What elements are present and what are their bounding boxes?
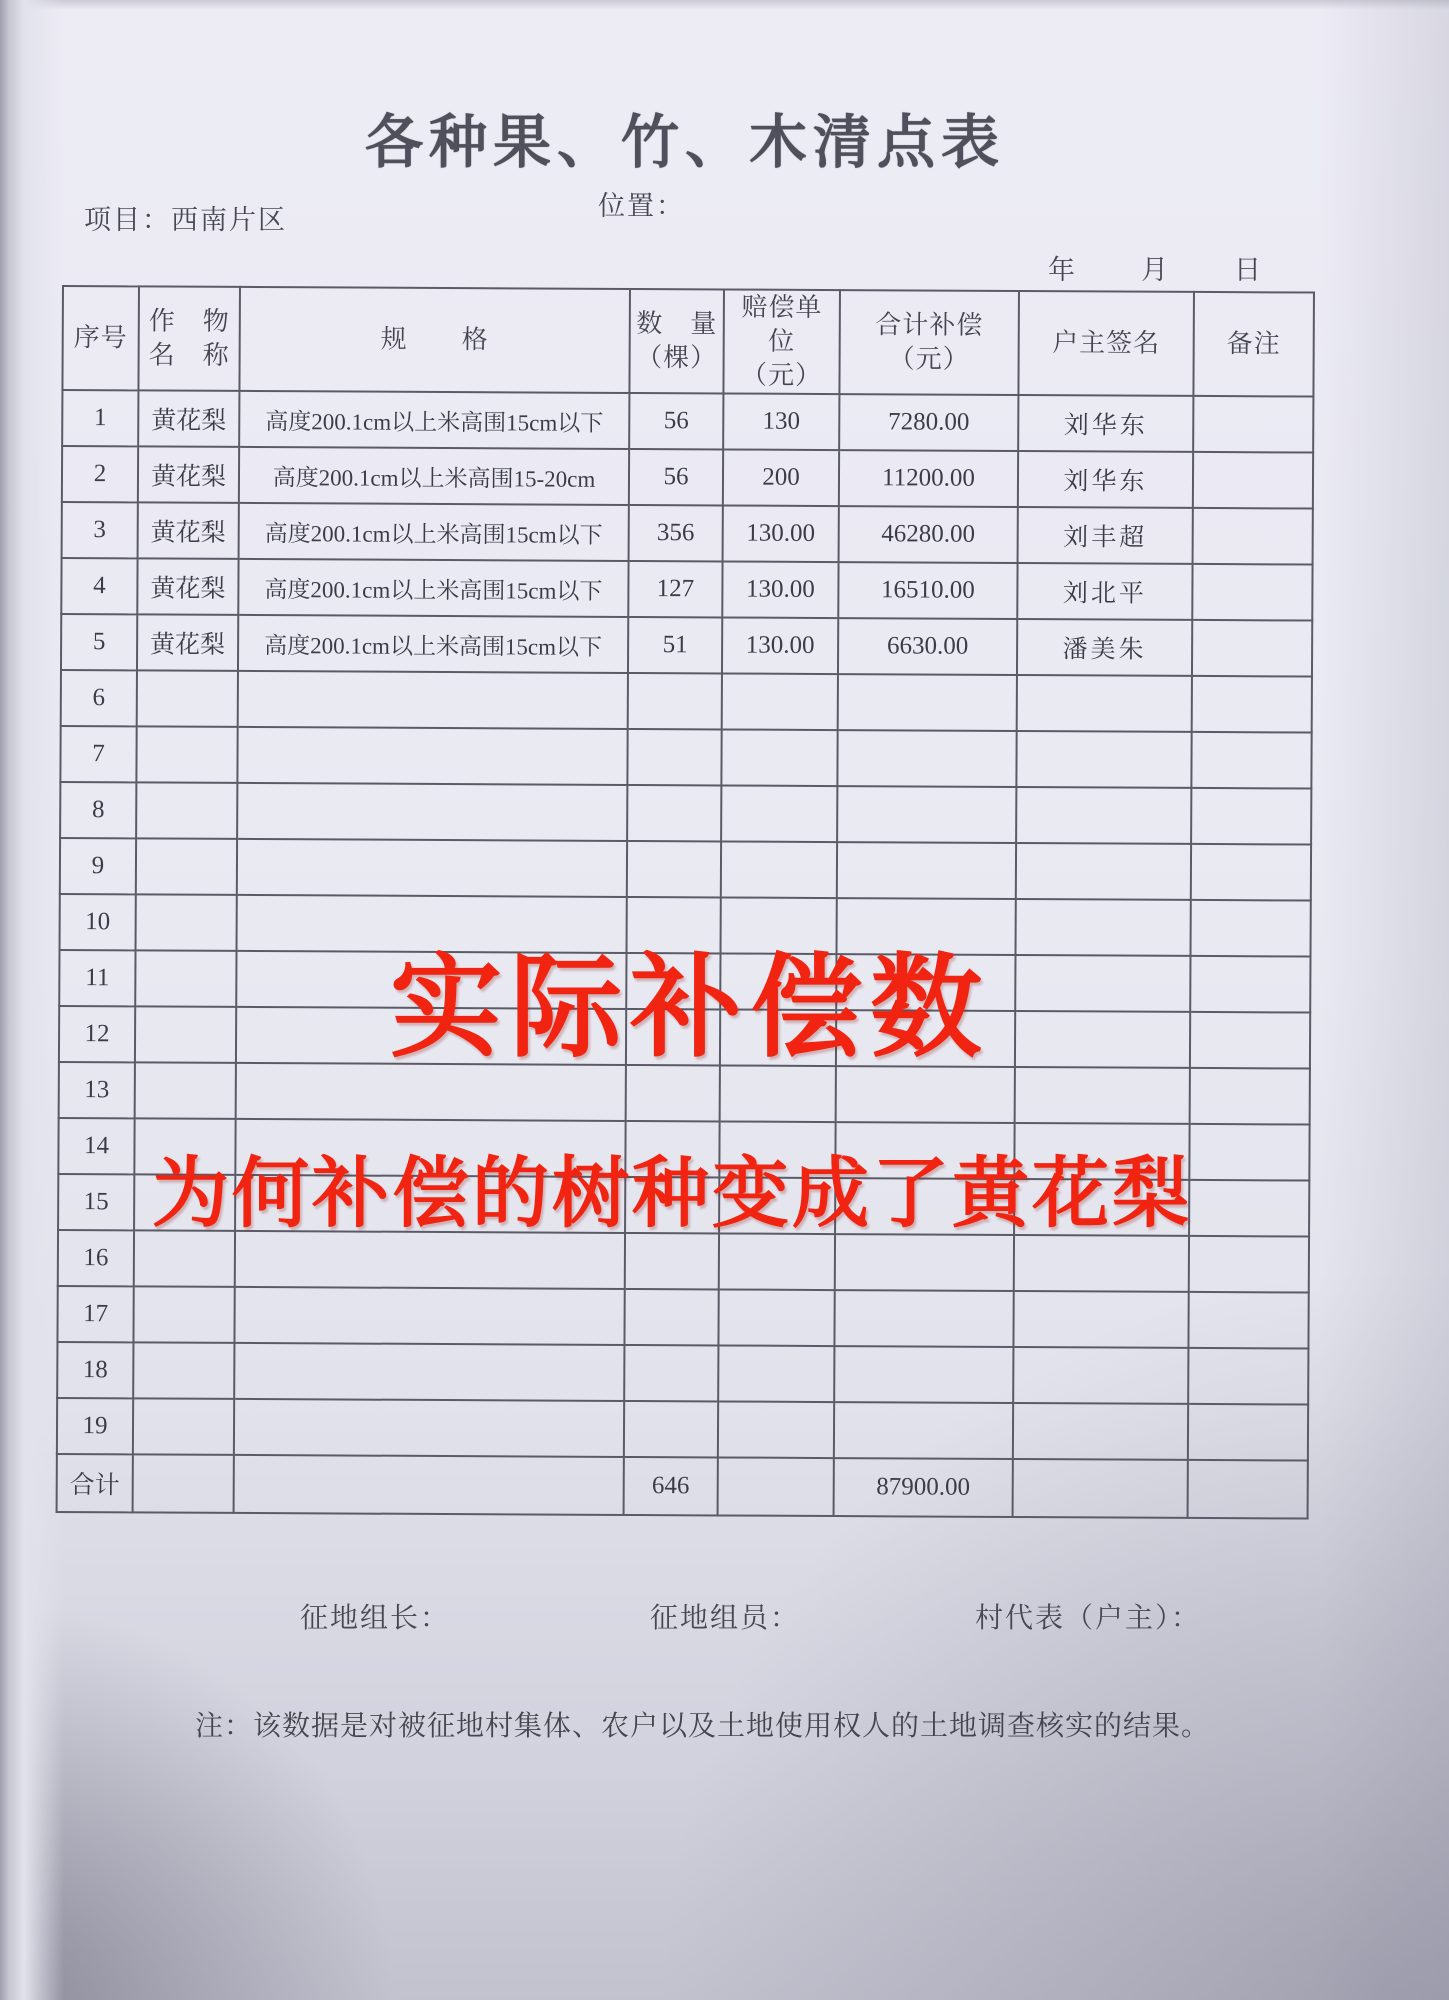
remark [1190,1068,1310,1125]
table-row [62,446,1313,509]
total-compensation: 7280.00 [839,394,1018,451]
quantity: 56 [629,393,723,449]
project-field: 项目：西南片区 [84,205,287,235]
quantity: 127 [628,561,722,617]
unit-price [718,1457,834,1516]
table-row [61,670,1312,733]
owner-signature: 刘华东 [1018,451,1193,508]
sign-field-land-team-leader: 征地组长： [300,1603,451,1634]
crop-name [135,950,236,1007]
total-compensation: 11200.00 [839,450,1018,507]
unit-price [718,1289,834,1346]
quantity [624,1345,718,1401]
red-stamp-text-line1: 实际补偿数 [390,945,990,1070]
crop-name [133,1398,234,1455]
row-number: 9 [60,838,136,894]
crop-name [136,838,237,895]
owner-signature [1016,787,1191,844]
crop-name: 黄花梨 [137,614,238,671]
owner-signature [1015,1011,1190,1068]
quantity [624,1289,718,1345]
spec: 高度200.1cm以上米高围15cm以下 [239,503,629,561]
row-number: 15 [58,1174,134,1230]
row-number: 3 [62,502,138,558]
sign-field-village-representative: 村代表（户主）： [975,1603,1202,1634]
table-row [62,390,1313,453]
total-compensation [834,1346,1013,1403]
owner-signature: 刘北平 [1017,563,1192,620]
row-number: 13 [59,1062,135,1118]
remark [1189,1236,1309,1293]
remark [1190,956,1310,1013]
crop-name [135,1062,236,1119]
unit-price: 130.00 [723,505,839,562]
col-header-unit-price: 赔偿单位 （元） [723,289,840,394]
row-number: 17 [57,1286,133,1342]
total-compensation [834,1402,1013,1459]
row-number: 18 [57,1342,133,1398]
owner-signature [1013,1347,1188,1404]
total-compensation [837,786,1016,843]
unit-price [721,841,837,898]
crop-name: 黄花梨 [138,390,239,447]
table-row [60,726,1311,789]
remark [1193,396,1313,453]
quantity: 356 [629,505,723,561]
row-number: 5 [61,614,137,670]
unit-price: 130.00 [722,561,838,618]
crop-name [136,782,237,839]
crop-name: 黄花梨 [137,558,238,615]
spec [234,1287,624,1345]
row-number: 6 [61,670,137,726]
unit-price [718,1401,834,1458]
col-header-owner-signature: 户主签名 [1018,291,1194,396]
owner-signature [1014,1235,1189,1292]
inventory-table [56,285,1315,1520]
table-row [61,558,1312,621]
remark [1193,508,1313,565]
unit-price [722,673,838,730]
quantity: 51 [628,617,722,673]
spec: 高度200.1cm以上米高围15cm以下 [238,615,628,673]
remark [1190,1012,1310,1069]
owner-signature: 刘丰超 [1018,507,1193,564]
total-compensation [837,730,1016,787]
red-stamp-text-line2: 为何补偿的树种变成了黄花梨 [152,1151,1192,1237]
crop-name [133,1342,234,1399]
col-header-total: 合计补偿 （元） [839,290,1019,395]
remark [1192,676,1312,733]
unit-price [718,1345,834,1402]
col-header-crop: 作 物 名 称 [138,286,240,391]
quantity [628,673,722,729]
col-header-serial: 序号 [62,286,139,390]
table-row [62,502,1313,565]
location-field: 位置： [598,191,685,221]
remark [1188,1404,1308,1461]
table-row [60,782,1311,845]
remark [1192,564,1312,621]
total-compensation: 87900.00 [834,1458,1013,1517]
page-title: 各种果、竹、木清点表 [364,110,1005,175]
crop-name [136,726,237,783]
table-row [61,614,1312,677]
spec [237,783,627,841]
spec [237,727,627,785]
owner-signature [1013,1291,1188,1348]
col-header-remark: 备注 [1193,292,1314,397]
row-number: 4 [61,558,137,614]
row-number: 1 [62,390,138,446]
unit-price [721,729,837,786]
row-number: 19 [57,1398,133,1454]
total-compensation: 6630.00 [838,618,1017,675]
table-row [60,838,1311,901]
crop-name: 黄花梨 [138,446,239,503]
total-row [57,1454,1308,1519]
row-number: 12 [59,1006,135,1062]
crop-name: 黄花梨 [138,502,239,559]
remark [1191,844,1311,901]
row-number: 2 [62,446,138,502]
spec: 高度200.1cm以上米高围15cm以下 [238,559,628,617]
remark [1191,788,1311,845]
date-field: 年 月 日 [1048,255,1265,285]
owner-signature [1013,1403,1188,1460]
sign-field-land-team-member: 征地组员： [650,1603,801,1634]
row-number: 10 [60,894,136,950]
quantity: 56 [629,449,723,505]
owner-signature [1016,843,1191,900]
total-compensation [838,674,1017,731]
owner-signature [1015,1067,1190,1124]
unit-price: 130 [723,393,839,450]
owner-signature [1016,899,1191,956]
unit-price [721,785,837,842]
total-compensation: 46280.00 [839,506,1018,563]
crop-name [135,1006,236,1063]
quantity [627,841,721,897]
table-header-row [62,286,1314,397]
crop-name [133,1286,234,1343]
table-row [57,1342,1308,1405]
owner-signature [1015,955,1190,1012]
owner-signature [1017,675,1192,732]
owner-signature: 潘美朱 [1017,619,1192,676]
crop-name [136,894,237,951]
inventory-table-wrapper [56,285,1315,1520]
remark [1191,732,1311,789]
spec [234,1399,624,1457]
unit-price: 130.00 [722,617,838,674]
remark [1188,1348,1308,1405]
row-number: 11 [59,950,135,1006]
row-number: 14 [58,1118,134,1174]
total-compensation [834,1290,1013,1347]
spec [237,839,627,897]
owner-signature [1013,1459,1188,1518]
remark [1191,900,1311,957]
total-compensation: 16510.00 [838,562,1017,619]
row-number: 16 [58,1230,134,1286]
owner-signature: 刘华东 [1018,395,1193,452]
table-row [57,1286,1308,1349]
spec [234,1343,624,1401]
spec: 高度200.1cm以上米高围15-20cm [239,447,629,505]
spec: 高度200.1cm以上米高围15cm以下 [239,391,629,449]
row-number: 8 [60,782,136,838]
remark [1193,452,1313,509]
crop-name [137,670,238,727]
total-compensation [837,842,1016,899]
quantity [624,1401,718,1457]
remark [1188,1460,1308,1519]
owner-signature [1016,731,1191,788]
table-row [57,1398,1308,1461]
total-label: 合计 [57,1454,133,1512]
remark [1192,620,1312,677]
quantity [627,785,721,841]
unit-price: 200 [723,449,839,506]
row-number: 7 [60,726,136,782]
total-quantity: 646 [624,1457,718,1515]
spec [234,1455,624,1515]
remark [1188,1292,1308,1349]
spec [238,671,628,729]
footnote: 注：该数据是对被征地村集体、农户以及土地使用权人的土地调查核实的结果。 [195,1711,1211,1742]
col-header-quantity: 数 量 （棵） [629,289,724,393]
col-header-spec: 规 格 [239,287,630,393]
crop-name [133,1454,234,1513]
quantity [627,729,721,785]
